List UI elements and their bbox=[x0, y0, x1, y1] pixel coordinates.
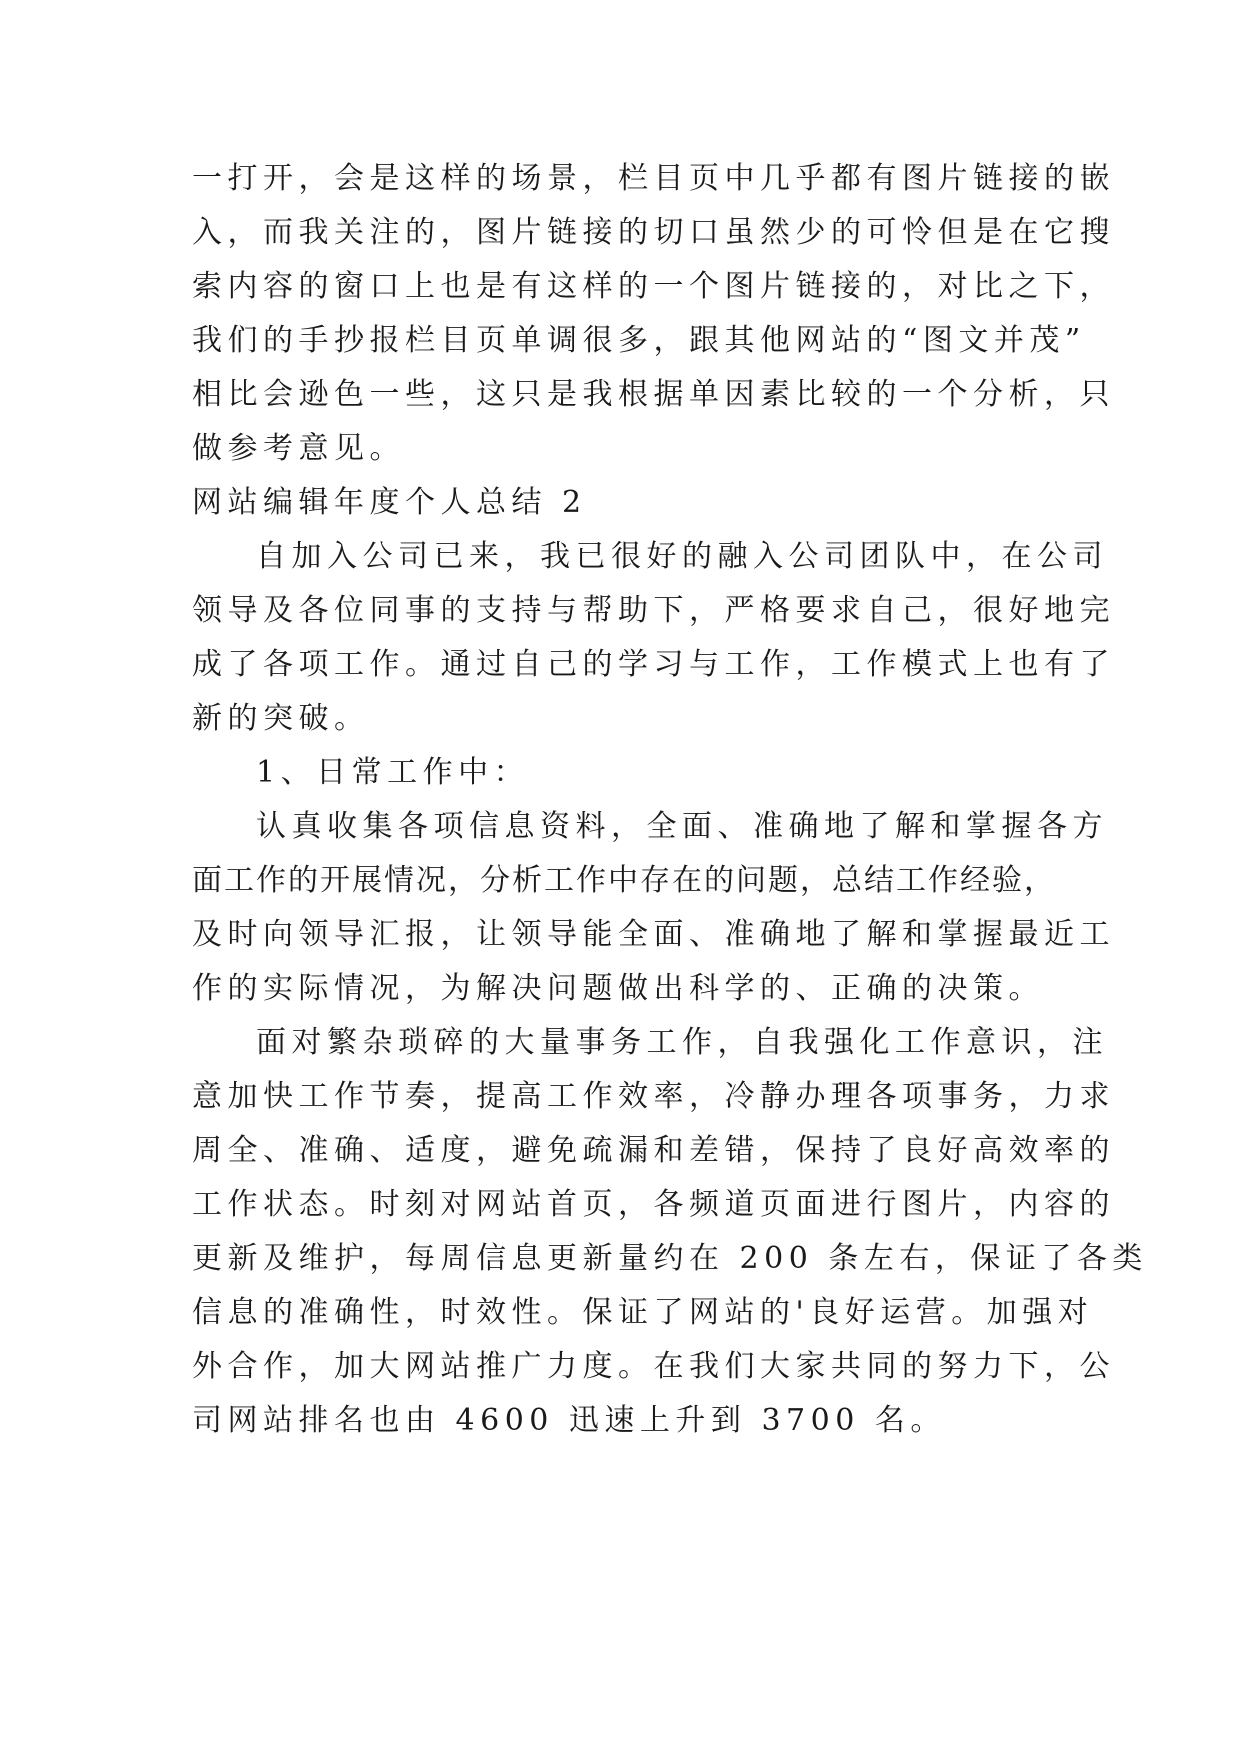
text-line: 信息的准确性，时效性。保证了网站的'良好运营。加强对 bbox=[192, 1295, 1094, 1330]
paragraph-first-line: 认真收集各项信息资料，全面、准确地了解和掌握各方 bbox=[256, 809, 1108, 844]
text-line: 周全、准确、适度，避免疏漏和差错，保持了良好高效率的 bbox=[192, 1133, 1115, 1168]
text-line: 入，而我关注的，图片链接的切口虽然少的可怜但是在它搜 bbox=[192, 215, 1115, 250]
text-line: 工作状态。时刻对网站首页，各频道页面进行图片，内容的 bbox=[192, 1187, 1115, 1222]
section-heading: 网站编辑年度个人总结 2 bbox=[192, 485, 587, 520]
text-line: 更新及维护，每周信息更新量约在 200 条左右，保证了各类 bbox=[192, 1241, 1148, 1276]
paragraph-first-line: 自加入公司已来，我已很好的融入公司团队中，在公司 bbox=[256, 539, 1108, 574]
text-line: 我们的手抄报栏目页单调很多，跟其他网站的“图文并茂” bbox=[192, 323, 1086, 358]
subsection-heading: 1、日常工作中： bbox=[256, 755, 530, 790]
text-line: 意加快工作节奏，提高工作效率，冷静办理各项事务，力求 bbox=[192, 1079, 1115, 1114]
text-line: 新的突破。 bbox=[192, 701, 370, 736]
paragraph-first-line: 面对繁杂琐碎的大量事务工作，自我强化工作意识，注 bbox=[256, 1025, 1108, 1060]
text-line: 相比会逊色一些，这只是我根据单因素比较的一个分析，只 bbox=[192, 377, 1115, 412]
text-line: 面工作的开展情况，分析工作中存在的问题，总结工作经验， bbox=[192, 863, 1056, 898]
text-line: 做参考意见。 bbox=[192, 431, 405, 466]
text-line: 索内容的窗口上也是有这样的一个图片链接的，对比之下， bbox=[192, 269, 1115, 304]
text-line: 领导及各位同事的支持与帮助下，严格要求自己，很好地完 bbox=[192, 593, 1115, 628]
text-line: 及时向领导汇报，让领导能全面、准确地了解和掌握最近工 bbox=[192, 917, 1115, 952]
text-line: 作的实际情况，为解决问题做出科学的、正确的决策。 bbox=[192, 971, 1044, 1006]
text-line: 司网站排名也由 4600 迅速上升到 3700 名。 bbox=[192, 1403, 946, 1438]
text-line: 外合作，加大网站推广力度。在我们大家共同的努力下，公 bbox=[192, 1349, 1115, 1384]
text-line: 一打开，会是这样的场景，栏目页中几乎都有图片链接的嵌 bbox=[192, 161, 1115, 196]
text-line: 成了各项工作。通过自己的学习与工作，工作模式上也有了 bbox=[192, 647, 1115, 682]
